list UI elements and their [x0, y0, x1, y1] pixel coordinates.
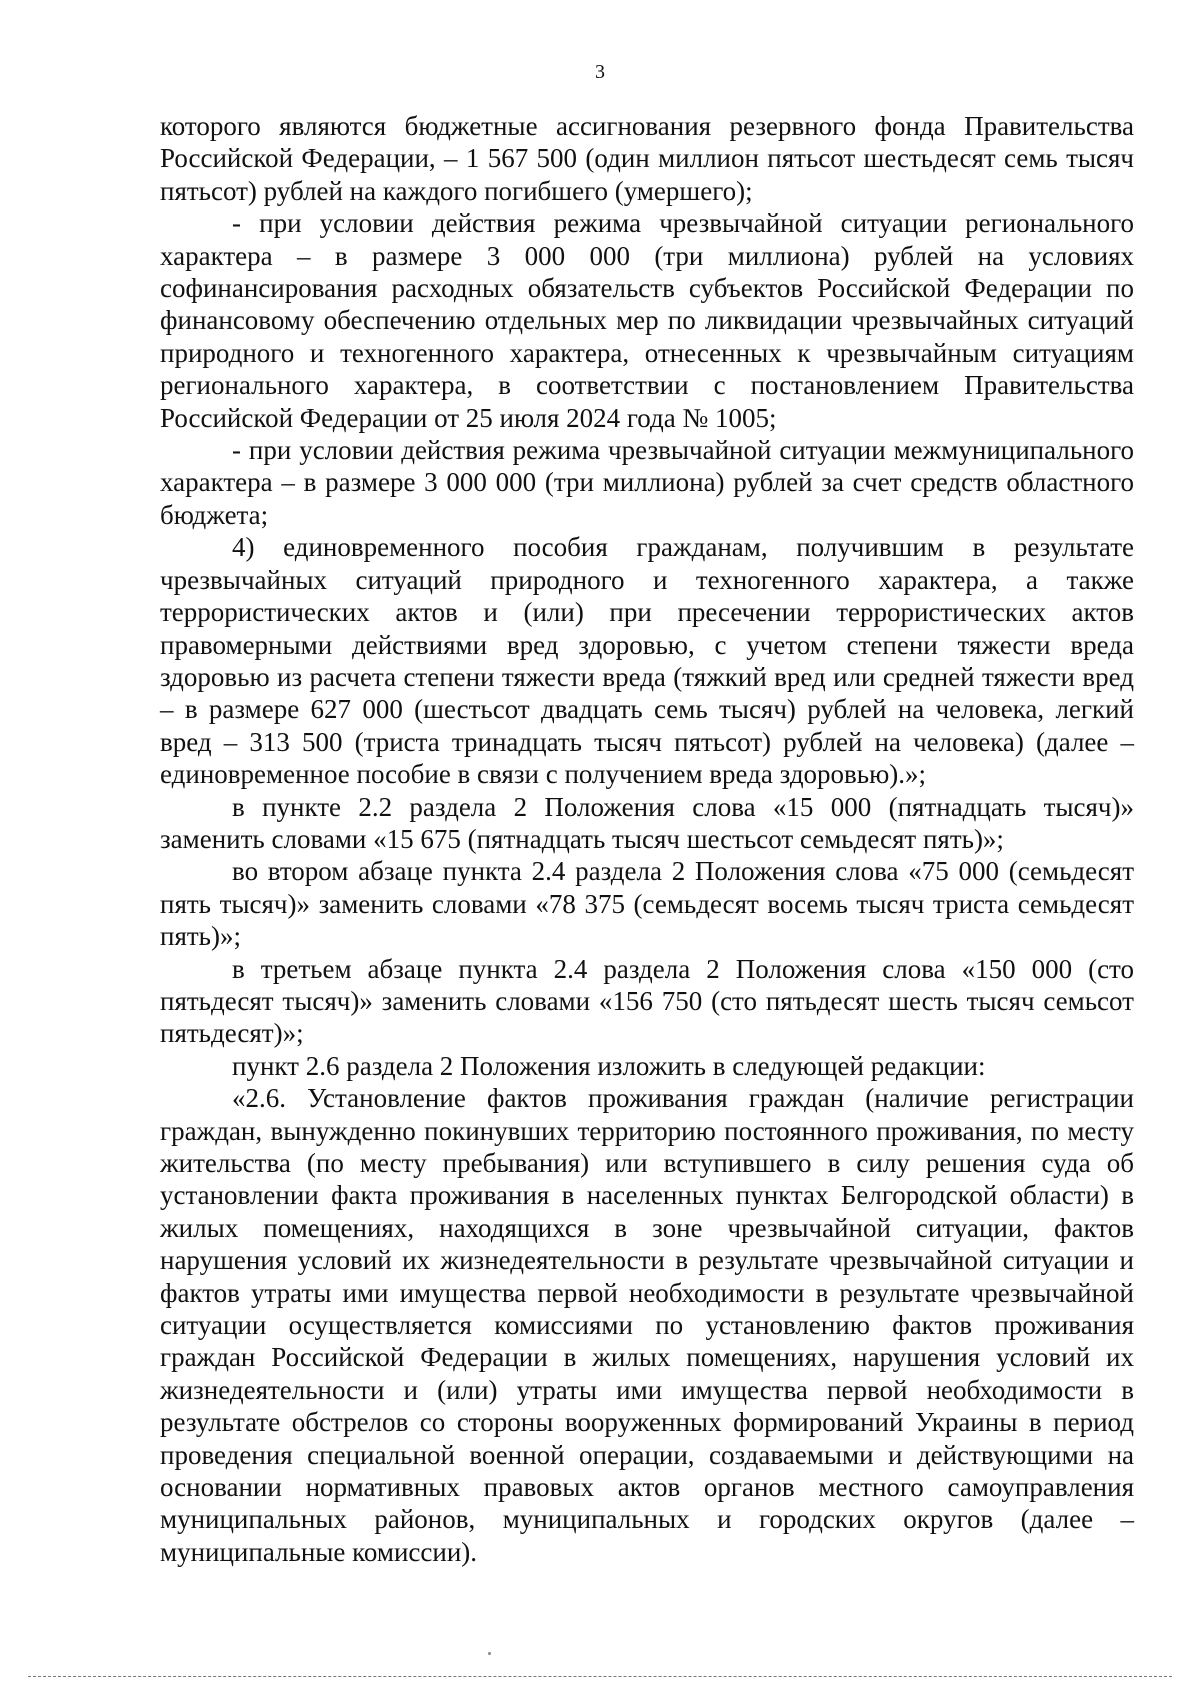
scan-artifact-dot	[488, 1652, 491, 1655]
document-body	[160, 110, 1134, 1568]
page-number: 3	[595, 61, 605, 83]
paragraph-section-2-6-text: «2.6. Установление фактов проживания граждан (наличие регистрации граждан, вынужденно покинувших территорию постоянного проживания, по месту жительства (по месту пребывания) или вступившего в силу решения суда об установлении факта проживания в населенных пунктах Белгородской области) в жилых помещениях, находящихся в зоне чрезвычайной ситуации, фактов нарушения условий их жизнедеятельности в результате чрезвычайной ситуации и фактов утраты ими имущества первой необходимости в результате чрезвычайной ситуации осуществляется комиссиями по установлению фактов проживания граждан Российской Федерации в жилых помещениях, нарушения условий их жизнедеятельности и (или) утраты ими имущества первой необходимости в результате обстрелов со стороны вооруженных формирований Украины в период проведения специальной военной операции, создаваемыми и действующими на основании нормативных правовых актов органов местного самоуправления муниципальных районов, муниципальных и городских округов (далее – муниципальные комиссии).	[160, 1083, 1134, 1567]
paragraph-health-damage-allowance: 4) единовременного пособия гражданам, получившим в результате чрезвычайных ситуаций природного и техногенного характера, а также террористических актов и (или) при пресечении террористических актов правомерными действиями вред здоровью, с учетом степени тяжести вреда здоровью из расчета степени тяжести вреда (тяжкий вред или средней тяжести вред – в размере 627 000 (шестьсот двадцать семь тысяч) рублей на человека, легкий вред – 313 500 (триста тринадцать тысяч пятьсот) рублей на человека) (далее – единовременное пособие в связи с получением вреда здоровью).»;	[160, 532, 1134, 790]
paragraph-amendment-2-2: в пункте 2.2 раздела 2 Положения слова «15 000 (пятнадцать тысяч)» заменить словами «15 675 (пятнадцать тысяч шестьсот семьдесят пять)»;	[160, 791, 1134, 854]
paragraph-amendment-2-6-intro: пункт 2.6 раздела 2 Положения изложить в следующей редакции:	[232, 1050, 986, 1081]
paragraph-amendment-2-4-third: в третьем абзаце пункта 2.4 раздела 2 Положения слова «150 000 (сто пятьдесят тысяч)» заменить словами «156 750 (сто пятьдесят шесть тысяч семьсот пятьдесят)»;	[160, 953, 1134, 1049]
paragraph-intermunicipal-emergency: - при условии действия режима чрезвычайной ситуации межмуниципального характера – в размере 3 000 000 (три миллиона) рублей за счет средств областного бюджета;	[160, 435, 1134, 530]
paragraph-regional-emergency: - при условии действия режима чрезвычайной ситуации регионального характера – в размере 3 000 000 (три миллиона) рублей на условиях софинансирования расходных обязательств субъектов Российской Федерации по финансовому обеспечению отдельных мер по ликвидации чрезвычайных ситуаций природного и техногенного характера, отнесенных к чрезвычайным ситуациям регионального характера, в соответствии с постановлением Правительства Российской Федерации от 25 июля 2024 года № 1005;	[160, 208, 1134, 433]
scan-edge-line	[28, 1676, 1172, 1677]
paragraph-continuation: которого являются бюджетные ассигнования резервного фонда Правительства Российской Федерации, – 1 567 500 (один миллион пятьсот шестьдесят семь тысяч пятьсот) рублей на каждого погибшего (умершего);	[160, 111, 1134, 206]
paragraph-amendment-2-4-second: во втором абзаце пункта 2.4 раздела 2 Положения слова «75 000 (семьдесят пять тысяч)» заменить словами «78 375 (семьдесят восемь тысяч триста семьдесят пять)»;	[160, 856, 1134, 952]
